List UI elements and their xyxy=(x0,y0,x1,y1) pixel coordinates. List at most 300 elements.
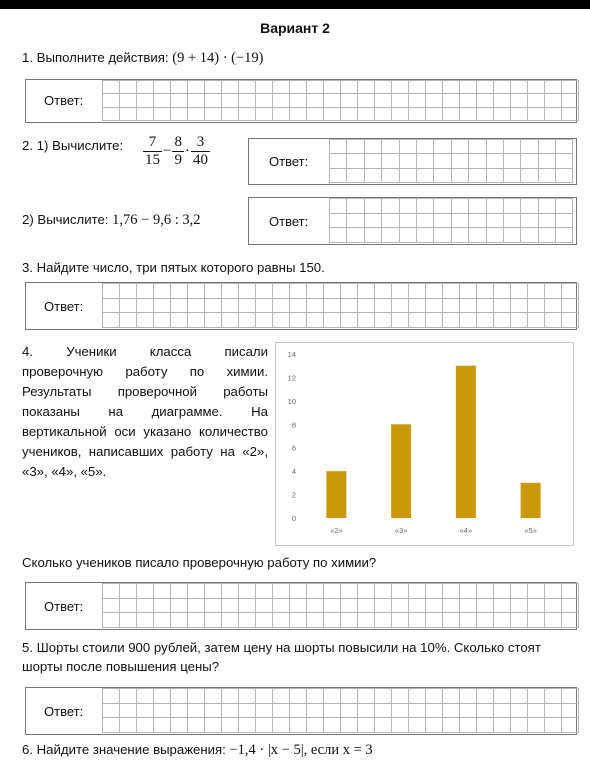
answer-cell[interactable] xyxy=(120,704,137,719)
answer-cell[interactable] xyxy=(545,704,562,719)
answer-cell[interactable] xyxy=(307,718,324,733)
answer-cell[interactable] xyxy=(511,81,528,94)
answer-cell[interactable] xyxy=(375,313,392,328)
answer-cell[interactable] xyxy=(365,169,382,183)
answer-cell[interactable] xyxy=(273,108,290,121)
answer-cell[interactable] xyxy=(556,140,573,154)
answer-cell[interactable] xyxy=(330,199,347,214)
answer-cell[interactable] xyxy=(504,154,521,168)
answer-cell[interactable] xyxy=(562,613,579,628)
answer-cell[interactable] xyxy=(504,214,521,229)
answer-cell[interactable] xyxy=(477,94,494,107)
answer-cell[interactable] xyxy=(324,108,341,121)
answer-cell[interactable] xyxy=(290,313,307,328)
answer-cell[interactable] xyxy=(375,599,392,614)
answer-cell[interactable] xyxy=(528,704,545,719)
answer-cell[interactable] xyxy=(494,284,511,299)
answer-cell[interactable] xyxy=(443,599,460,614)
answer-cell[interactable] xyxy=(273,718,290,733)
answer-cell[interactable] xyxy=(358,584,375,599)
answer-cell[interactable] xyxy=(256,108,273,121)
answer-cell[interactable] xyxy=(426,718,443,733)
answer-cell[interactable] xyxy=(103,704,120,719)
answer-cell[interactable] xyxy=(222,299,239,314)
answer-cell[interactable] xyxy=(556,214,573,229)
answer-cell[interactable] xyxy=(273,704,290,719)
answer-cell[interactable] xyxy=(521,199,538,214)
answer-cell[interactable] xyxy=(392,81,409,94)
answer-cell[interactable] xyxy=(239,718,256,733)
answer-cell[interactable] xyxy=(256,613,273,628)
answer-cell[interactable] xyxy=(205,704,222,719)
answer-cell[interactable] xyxy=(511,299,528,314)
answer-cell[interactable] xyxy=(460,599,477,614)
answer-cell[interactable] xyxy=(154,81,171,94)
answer-cell[interactable] xyxy=(290,599,307,614)
answer-cell[interactable] xyxy=(562,704,579,719)
answer-cell[interactable] xyxy=(494,94,511,107)
answer-cell[interactable] xyxy=(545,284,562,299)
answer-cell[interactable] xyxy=(341,313,358,328)
answer-cell[interactable] xyxy=(375,718,392,733)
answer-cell[interactable] xyxy=(511,689,528,704)
answer-cell[interactable] xyxy=(239,689,256,704)
answer-cell[interactable] xyxy=(341,718,358,733)
answer-cell[interactable] xyxy=(205,108,222,121)
answer-cell[interactable] xyxy=(528,613,545,628)
answer-cell[interactable] xyxy=(154,284,171,299)
answer-cell[interactable] xyxy=(256,599,273,614)
answer-cell[interactable] xyxy=(358,81,375,94)
answer-cell[interactable] xyxy=(103,284,120,299)
answer-cell[interactable] xyxy=(528,313,545,328)
answer-cell[interactable] xyxy=(409,284,426,299)
answer-cell[interactable] xyxy=(188,313,205,328)
answer-cell[interactable] xyxy=(426,704,443,719)
answer-cell[interactable] xyxy=(324,718,341,733)
answer-cell[interactable] xyxy=(171,313,188,328)
answer-cell[interactable] xyxy=(494,599,511,614)
answer-cell[interactable] xyxy=(545,108,562,121)
answer-cell[interactable] xyxy=(188,108,205,121)
answer-cell[interactable] xyxy=(434,169,451,183)
answer-cell[interactable] xyxy=(460,94,477,107)
answer-cell[interactable] xyxy=(521,140,538,154)
answer-cell[interactable] xyxy=(256,284,273,299)
answer-cell[interactable] xyxy=(188,81,205,94)
answer-cell[interactable] xyxy=(562,284,579,299)
answer-grid-2-1[interactable] xyxy=(329,139,573,183)
answer-cell[interactable] xyxy=(324,584,341,599)
answer-cell[interactable] xyxy=(171,284,188,299)
answer-cell[interactable] xyxy=(487,199,504,214)
answer-cell[interactable] xyxy=(382,140,399,154)
answer-cell[interactable] xyxy=(137,613,154,628)
answer-cell[interactable] xyxy=(494,299,511,314)
answer-cell[interactable] xyxy=(205,599,222,614)
answer-cell[interactable] xyxy=(205,299,222,314)
answer-cell[interactable] xyxy=(409,613,426,628)
answer-cell[interactable] xyxy=(494,313,511,328)
answer-cell[interactable] xyxy=(171,299,188,314)
answer-cell[interactable] xyxy=(188,599,205,614)
answer-cell[interactable] xyxy=(375,81,392,94)
answer-cell[interactable] xyxy=(171,704,188,719)
answer-cell[interactable] xyxy=(494,81,511,94)
answer-cell[interactable] xyxy=(137,689,154,704)
answer-cell[interactable] xyxy=(324,613,341,628)
answer-cell[interactable] xyxy=(477,81,494,94)
answer-cell[interactable] xyxy=(358,108,375,121)
answer-cell[interactable] xyxy=(365,199,382,214)
answer-cell[interactable] xyxy=(341,613,358,628)
answer-cell[interactable] xyxy=(426,284,443,299)
answer-cell[interactable] xyxy=(273,284,290,299)
answer-cell[interactable] xyxy=(382,228,399,243)
answer-cell[interactable] xyxy=(137,299,154,314)
answer-cell[interactable] xyxy=(521,169,538,183)
answer-cell[interactable] xyxy=(392,599,409,614)
answer-cell[interactable] xyxy=(137,584,154,599)
answer-cell[interactable] xyxy=(341,94,358,107)
answer-cell[interactable] xyxy=(426,108,443,121)
answer-cell[interactable] xyxy=(103,613,120,628)
answer-cell[interactable] xyxy=(426,299,443,314)
answer-cell[interactable] xyxy=(494,718,511,733)
answer-cell[interactable] xyxy=(307,599,324,614)
answer-cell[interactable] xyxy=(171,81,188,94)
answer-cell[interactable] xyxy=(137,599,154,614)
answer-cell[interactable] xyxy=(290,299,307,314)
answer-cell[interactable] xyxy=(452,140,469,154)
answer-cell[interactable] xyxy=(365,214,382,229)
answer-cell[interactable] xyxy=(324,599,341,614)
answer-cell[interactable] xyxy=(562,584,579,599)
answer-cell[interactable] xyxy=(347,214,364,229)
answer-cell[interactable] xyxy=(222,584,239,599)
answer-cell[interactable] xyxy=(330,154,347,168)
answer-cell[interactable] xyxy=(375,299,392,314)
answer-cell[interactable] xyxy=(205,94,222,107)
answer-cell[interactable] xyxy=(365,228,382,243)
answer-cell[interactable] xyxy=(469,214,486,229)
answer-cell[interactable] xyxy=(426,313,443,328)
answer-cell[interactable] xyxy=(103,94,120,107)
answer-cell[interactable] xyxy=(120,299,137,314)
answer-cell[interactable] xyxy=(154,704,171,719)
answer-cell[interactable] xyxy=(290,689,307,704)
answer-cell[interactable] xyxy=(434,154,451,168)
answer-cell[interactable] xyxy=(103,584,120,599)
answer-cell[interactable] xyxy=(154,599,171,614)
answer-cell[interactable] xyxy=(417,140,434,154)
answer-cell[interactable] xyxy=(222,704,239,719)
answer-cell[interactable] xyxy=(239,704,256,719)
answer-cell[interactable] xyxy=(487,228,504,243)
answer-cell[interactable] xyxy=(443,584,460,599)
answer-grid-1[interactable] xyxy=(102,80,579,121)
answer-cell[interactable] xyxy=(460,299,477,314)
answer-cell[interactable] xyxy=(273,299,290,314)
answer-cell[interactable] xyxy=(120,584,137,599)
answer-cell[interactable] xyxy=(171,584,188,599)
answer-cell[interactable] xyxy=(511,599,528,614)
answer-grid-3[interactable] xyxy=(102,283,579,328)
answer-cell[interactable] xyxy=(307,313,324,328)
answer-cell[interactable] xyxy=(256,94,273,107)
answer-cell[interactable] xyxy=(409,704,426,719)
answer-cell[interactable] xyxy=(477,599,494,614)
answer-cell[interactable] xyxy=(562,299,579,314)
answer-cell[interactable] xyxy=(188,704,205,719)
answer-cell[interactable] xyxy=(504,140,521,154)
answer-cell[interactable] xyxy=(521,214,538,229)
answer-cell[interactable] xyxy=(545,613,562,628)
answer-cell[interactable] xyxy=(409,94,426,107)
answer-cell[interactable] xyxy=(528,94,545,107)
answer-cell[interactable] xyxy=(528,718,545,733)
answer-cell[interactable] xyxy=(556,228,573,243)
answer-cell[interactable] xyxy=(382,199,399,214)
answer-cell[interactable] xyxy=(511,704,528,719)
answer-cell[interactable] xyxy=(392,299,409,314)
answer-cell[interactable] xyxy=(382,214,399,229)
answer-cell[interactable] xyxy=(205,313,222,328)
answer-cell[interactable] xyxy=(460,718,477,733)
answer-cell[interactable] xyxy=(341,108,358,121)
answer-cell[interactable] xyxy=(103,718,120,733)
answer-cell[interactable] xyxy=(382,154,399,168)
answer-cell[interactable] xyxy=(545,584,562,599)
answer-cell[interactable] xyxy=(239,284,256,299)
answer-cell[interactable] xyxy=(103,299,120,314)
answer-cell[interactable] xyxy=(290,284,307,299)
answer-cell[interactable] xyxy=(188,689,205,704)
answer-cell[interactable] xyxy=(188,613,205,628)
answer-cell[interactable] xyxy=(330,228,347,243)
answer-cell[interactable] xyxy=(504,169,521,183)
answer-cell[interactable] xyxy=(460,284,477,299)
answer-cell[interactable] xyxy=(477,718,494,733)
answer-cell[interactable] xyxy=(511,313,528,328)
answer-cell[interactable] xyxy=(434,140,451,154)
answer-cell[interactable] xyxy=(256,299,273,314)
answer-cell[interactable] xyxy=(222,81,239,94)
answer-cell[interactable] xyxy=(154,584,171,599)
answer-cell[interactable] xyxy=(375,94,392,107)
answer-cell[interactable] xyxy=(460,81,477,94)
answer-cell[interactable] xyxy=(171,94,188,107)
answer-cell[interactable] xyxy=(375,613,392,628)
answer-cell[interactable] xyxy=(460,108,477,121)
answer-cell[interactable] xyxy=(358,94,375,107)
answer-cell[interactable] xyxy=(239,599,256,614)
answer-cell[interactable] xyxy=(273,313,290,328)
answer-cell[interactable] xyxy=(539,228,556,243)
answer-cell[interactable] xyxy=(154,718,171,733)
answer-cell[interactable] xyxy=(347,140,364,154)
answer-cell[interactable] xyxy=(256,313,273,328)
answer-cell[interactable] xyxy=(188,284,205,299)
answer-cell[interactable] xyxy=(330,214,347,229)
answer-cell[interactable] xyxy=(188,718,205,733)
answer-cell[interactable] xyxy=(307,284,324,299)
answer-cell[interactable] xyxy=(330,140,347,154)
answer-cell[interactable] xyxy=(409,108,426,121)
answer-cell[interactable] xyxy=(137,718,154,733)
answer-cell[interactable] xyxy=(324,299,341,314)
answer-cell[interactable] xyxy=(469,140,486,154)
answer-cell[interactable] xyxy=(562,599,579,614)
answer-cell[interactable] xyxy=(426,81,443,94)
answer-cell[interactable] xyxy=(137,313,154,328)
answer-cell[interactable] xyxy=(324,284,341,299)
answer-cell[interactable] xyxy=(511,584,528,599)
answer-cell[interactable] xyxy=(103,689,120,704)
answer-cell[interactable] xyxy=(239,299,256,314)
answer-cell[interactable] xyxy=(120,94,137,107)
answer-cell[interactable] xyxy=(324,704,341,719)
answer-cell[interactable] xyxy=(290,704,307,719)
answer-cell[interactable] xyxy=(409,599,426,614)
answer-cell[interactable] xyxy=(307,704,324,719)
answer-cell[interactable] xyxy=(443,718,460,733)
answer-cell[interactable] xyxy=(460,704,477,719)
answer-cell[interactable] xyxy=(460,613,477,628)
answer-cell[interactable] xyxy=(154,613,171,628)
answer-cell[interactable] xyxy=(443,704,460,719)
answer-cell[interactable] xyxy=(469,169,486,183)
answer-cell[interactable] xyxy=(400,154,417,168)
answer-cell[interactable] xyxy=(273,584,290,599)
answer-cell[interactable] xyxy=(205,718,222,733)
answer-cell[interactable] xyxy=(341,299,358,314)
answer-cell[interactable] xyxy=(239,313,256,328)
answer-cell[interactable] xyxy=(239,584,256,599)
answer-cell[interactable] xyxy=(171,689,188,704)
answer-cell[interactable] xyxy=(290,108,307,121)
answer-cell[interactable] xyxy=(205,584,222,599)
answer-grid-4[interactable] xyxy=(102,583,579,628)
answer-cell[interactable] xyxy=(392,284,409,299)
answer-cell[interactable] xyxy=(341,584,358,599)
answer-cell[interactable] xyxy=(188,584,205,599)
answer-cell[interactable] xyxy=(511,108,528,121)
answer-cell[interactable] xyxy=(539,169,556,183)
answer-cell[interactable] xyxy=(222,313,239,328)
answer-cell[interactable] xyxy=(358,689,375,704)
answer-cell[interactable] xyxy=(103,599,120,614)
answer-cell[interactable] xyxy=(307,299,324,314)
answer-cell[interactable] xyxy=(417,214,434,229)
answer-cell[interactable] xyxy=(504,199,521,214)
answer-cell[interactable] xyxy=(426,599,443,614)
answer-cell[interactable] xyxy=(120,81,137,94)
answer-cell[interactable] xyxy=(487,140,504,154)
answer-cell[interactable] xyxy=(443,313,460,328)
answer-cell[interactable] xyxy=(469,228,486,243)
answer-cell[interactable] xyxy=(358,718,375,733)
answer-cell[interactable] xyxy=(452,228,469,243)
answer-cell[interactable] xyxy=(409,718,426,733)
answer-cell[interactable] xyxy=(222,94,239,107)
answer-cell[interactable] xyxy=(222,689,239,704)
answer-cell[interactable] xyxy=(487,154,504,168)
answer-cell[interactable] xyxy=(222,284,239,299)
answer-cell[interactable] xyxy=(400,169,417,183)
answer-cell[interactable] xyxy=(239,94,256,107)
answer-cell[interactable] xyxy=(511,94,528,107)
answer-cell[interactable] xyxy=(392,718,409,733)
answer-cell[interactable] xyxy=(171,613,188,628)
answer-cell[interactable] xyxy=(443,689,460,704)
answer-cell[interactable] xyxy=(392,94,409,107)
answer-grid-5[interactable] xyxy=(102,688,579,733)
answer-cell[interactable] xyxy=(137,81,154,94)
answer-cell[interactable] xyxy=(443,94,460,107)
answer-cell[interactable] xyxy=(347,199,364,214)
answer-cell[interactable] xyxy=(307,613,324,628)
answer-cell[interactable] xyxy=(477,313,494,328)
answer-cell[interactable] xyxy=(358,313,375,328)
answer-cell[interactable] xyxy=(511,284,528,299)
answer-cell[interactable] xyxy=(452,169,469,183)
answer-cell[interactable] xyxy=(256,689,273,704)
answer-grid-2-2[interactable] xyxy=(329,198,573,243)
answer-cell[interactable] xyxy=(358,284,375,299)
answer-cell[interactable] xyxy=(417,199,434,214)
answer-cell[interactable] xyxy=(375,584,392,599)
answer-cell[interactable] xyxy=(528,299,545,314)
answer-cell[interactable] xyxy=(460,689,477,704)
answer-cell[interactable] xyxy=(477,613,494,628)
answer-cell[interactable] xyxy=(460,584,477,599)
answer-cell[interactable] xyxy=(417,228,434,243)
answer-cell[interactable] xyxy=(382,169,399,183)
answer-cell[interactable] xyxy=(358,599,375,614)
answer-cell[interactable] xyxy=(290,81,307,94)
answer-cell[interactable] xyxy=(120,689,137,704)
answer-cell[interactable] xyxy=(539,140,556,154)
answer-cell[interactable] xyxy=(307,584,324,599)
answer-cell[interactable] xyxy=(417,154,434,168)
answer-cell[interactable] xyxy=(290,94,307,107)
answer-cell[interactable] xyxy=(205,613,222,628)
answer-cell[interactable] xyxy=(562,81,579,94)
answer-cell[interactable] xyxy=(443,299,460,314)
answer-cell[interactable] xyxy=(556,169,573,183)
answer-cell[interactable] xyxy=(358,613,375,628)
answer-cell[interactable] xyxy=(545,313,562,328)
answer-cell[interactable] xyxy=(494,108,511,121)
answer-cell[interactable] xyxy=(154,94,171,107)
answer-cell[interactable] xyxy=(409,584,426,599)
answer-cell[interactable] xyxy=(545,81,562,94)
answer-cell[interactable] xyxy=(358,704,375,719)
answer-cell[interactable] xyxy=(290,584,307,599)
answer-cell[interactable] xyxy=(137,94,154,107)
answer-cell[interactable] xyxy=(562,689,579,704)
answer-cell[interactable] xyxy=(504,228,521,243)
answer-cell[interactable] xyxy=(358,299,375,314)
answer-cell[interactable] xyxy=(400,214,417,229)
answer-cell[interactable] xyxy=(171,599,188,614)
answer-cell[interactable] xyxy=(290,718,307,733)
answer-cell[interactable] xyxy=(562,94,579,107)
answer-cell[interactable] xyxy=(443,81,460,94)
answer-cell[interactable] xyxy=(539,214,556,229)
answer-cell[interactable] xyxy=(273,599,290,614)
